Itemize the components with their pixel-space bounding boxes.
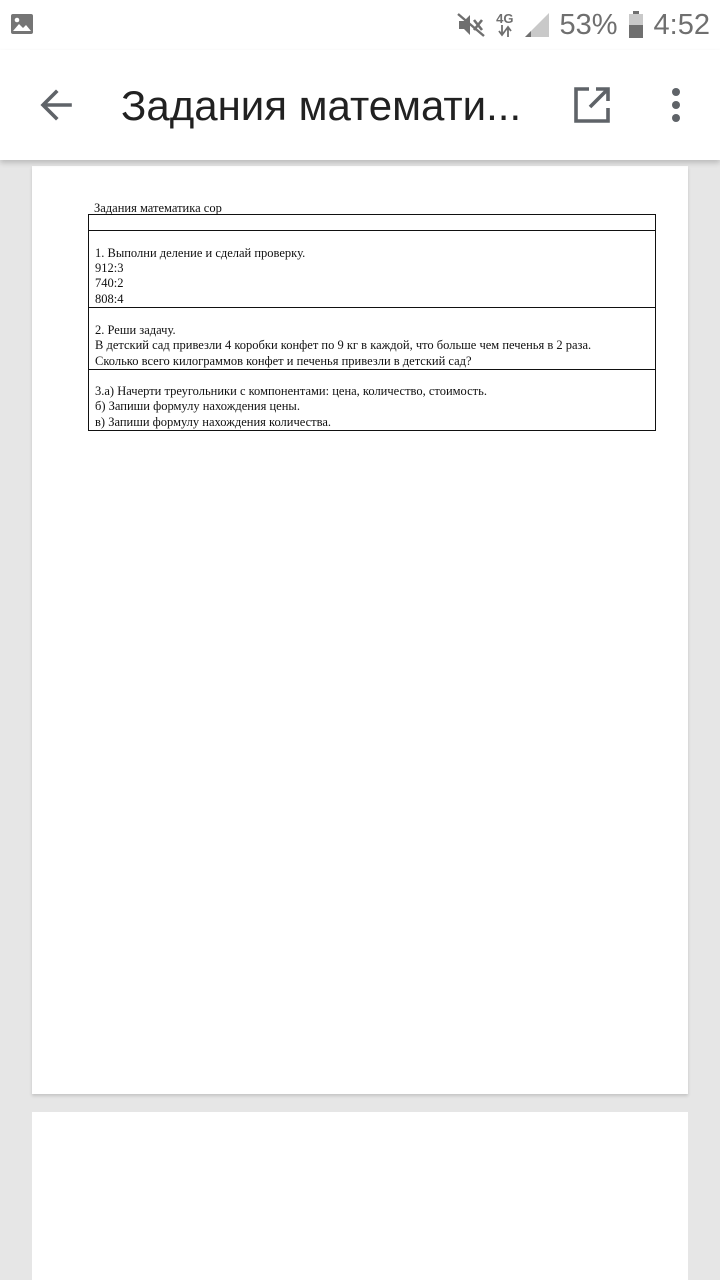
more-options-button[interactable]	[652, 77, 700, 133]
task-1-line: 740:2	[95, 276, 124, 291]
back-button[interactable]	[28, 77, 84, 133]
table-cell	[89, 308, 656, 370]
tasks-table	[88, 214, 656, 431]
back-arrow-icon	[38, 87, 74, 123]
doc-heading: Задания математика сор	[94, 201, 222, 215]
network-type: 4G	[496, 11, 514, 26]
task-2-line: В детский сад привезли 4 коробки конфет по 9 кг в каждой, что больше чем печенья в 2 раза.	[95, 338, 592, 353]
task-1-line: 912:3	[95, 261, 124, 276]
network-indicator	[496, 13, 513, 37]
task-2-line: 2. Реши задачу.	[95, 323, 176, 338]
signal-icon	[524, 12, 550, 38]
table-row-task-2	[89, 308, 656, 370]
open-external-button[interactable]	[564, 77, 620, 133]
battery-icon	[628, 11, 644, 39]
open-external-icon	[572, 85, 612, 125]
task-3-line: б) Запиши формулу нахождения цены.	[95, 399, 300, 414]
app-bar	[0, 50, 720, 160]
table-cell	[89, 370, 656, 431]
image-notification-icon	[10, 13, 34, 35]
table-row-task-1	[89, 231, 656, 308]
data-arrows-icon	[498, 25, 512, 37]
mute-icon	[456, 12, 486, 38]
table-cell	[89, 215, 656, 231]
task-2-line: Сколько всего килограммов конфет и печенья привезли в детский сад?	[95, 353, 472, 368]
more-vert-icon	[670, 87, 682, 123]
table-row-empty	[89, 215, 656, 231]
clock: 4:52	[653, 8, 710, 41]
task-1-line: 808:4	[95, 291, 124, 306]
table-row-task-3	[89, 370, 656, 431]
status-bar	[0, 0, 720, 50]
document-page-2[interactable]	[32, 1112, 688, 1280]
document-title: Задания математи...	[121, 82, 522, 129]
document-page-1[interactable]	[32, 166, 688, 1094]
task-3-line: 3.а) Начерти треугольники с компонентами: цена, количество, стоимость.	[95, 384, 487, 399]
task-3-line: в) Запиши формулу нахождения количества.	[95, 414, 332, 429]
battery-percent: 53%	[559, 8, 618, 41]
task-1-line: 1. Выполни деление и сделай проверку.	[95, 245, 306, 260]
table-cell	[89, 231, 656, 308]
